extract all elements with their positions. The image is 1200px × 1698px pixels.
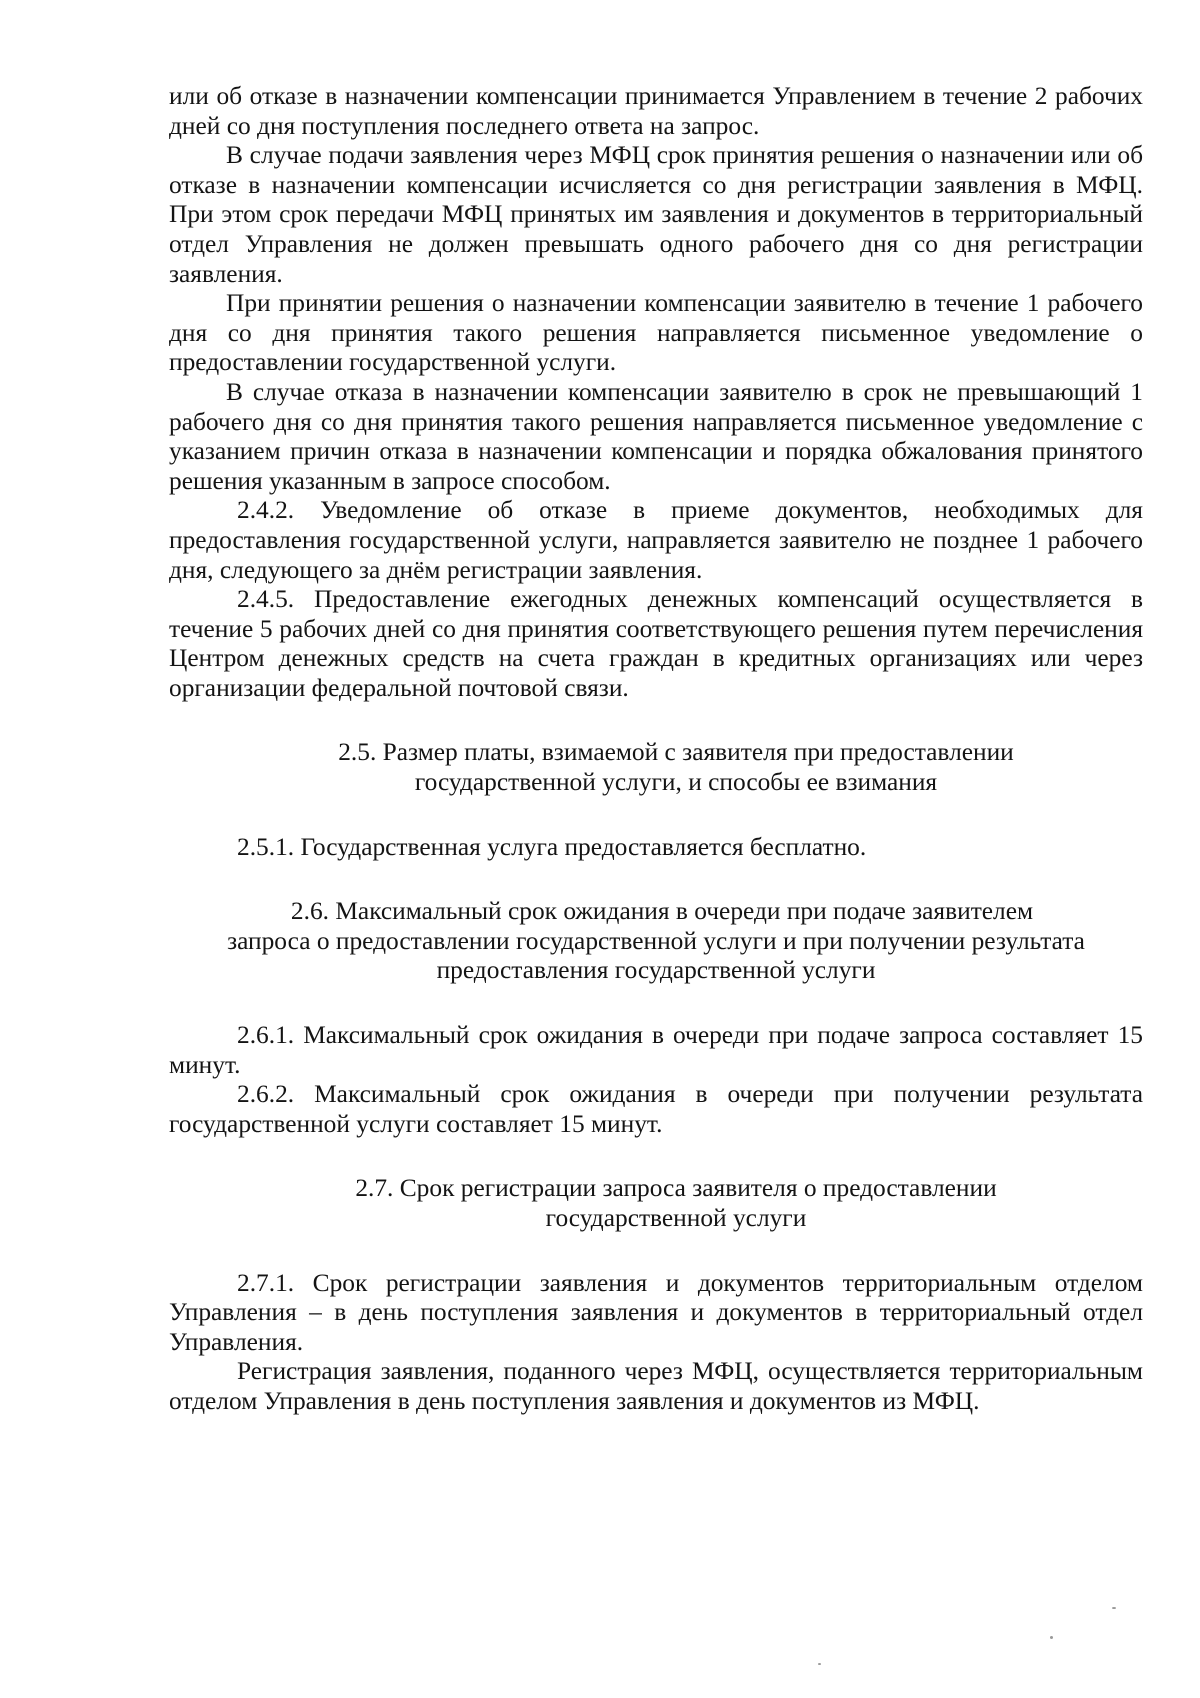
heading-line: предоставления государственной услуги [436, 956, 876, 985]
paragraph-2-4-2: 2.4.2. Уведомление об отказе в приеме документов, необходимых для предоставления государственной услуги, направляется заявителю не позднее 1 рабочего дня, следующего за днём регистрации заявления. [169, 496, 1143, 584]
document-body [169, 82, 1143, 1417]
heading-line: государственной услуги, и способы ее взимания [414, 768, 938, 797]
paragraph-positive-decision-notice: При принятии решения о назначении компенсации заявителю в течение 1 рабочего дня со дня принятия такого решения направляется письменное уведомление о предоставлении государственной услуги. [169, 289, 1143, 377]
heading-line: запроса о предоставлении государственной услуги и при получении результата [227, 926, 1085, 955]
paragraph-mfc-registration: Регистрация заявления, поданного через МФЦ, осуществляется территориальным отделом Управления в день поступления заявления и документов из МФЦ. [169, 1357, 1143, 1415]
scan-speck [818, 1663, 821, 1665]
heading-line: государственной услуги [545, 1204, 807, 1232]
paragraph-2-6-1: 2.6.1. Максимальный срок ожидания в очереди при подаче запроса составляет 15 минут. [169, 1021, 1143, 1079]
section-heading-2-7 [169, 1174, 1143, 1233]
paragraph-2-4-5: 2.4.5. Предоставление ежегодных денежных компенсаций осуществляется в течение 5 рабочих дней со дня принятия соответствующего решения путем перечисления Центром денежных средств на счета граждан в кредитных организациях или через организации федеральной почтовой связи. [169, 585, 1143, 702]
section-heading-2-6 [169, 897, 1143, 986]
paragraph-decision-deadline: или об отказе в назначении компенсации принимается Управлением в течение 2 рабочих дней со дня поступления последнего ответа на запрос. [169, 82, 1143, 140]
paragraph-2-7-1: 2.7.1. Срок регистрации заявления и документов территориальным отделом Управления – в день поступления заявления и документов в территориальный отдел Управления. [169, 1268, 1143, 1356]
heading-line: 2.7. Срок регистрации запроса заявителя о предоставлении [355, 1174, 997, 1203]
paragraph-refusal-notice: В случае отказа в назначении компенсации заявителю в срок не превышающий 1 рабочего дня со дня принятия такого решения направляется письменное уведомление с указанием причин отказа в назначении компенсации и порядка обжалования принятого решения указанным в запросе способом. [169, 377, 1143, 495]
heading-line: 2.6. Максимальный срок ожидания в очереди при подаче заявителем [290, 897, 1034, 926]
scan-speck [1112, 1607, 1116, 1609]
paragraph-mfc-application: В случае подачи заявления через МФЦ срок принятия решения о назначении или об отказе в назначении компенсации исчисляется со дня регистрации заявления в МФЦ. При этом срок передачи МФЦ принятых им заявления и документов в территориальный отдел Управления не должен превышать одного рабочего дня со дня регистрации заявления. [169, 141, 1143, 288]
scan-speck [1050, 1636, 1053, 1639]
section-heading-2-5 [169, 738, 1143, 797]
paragraph-2-5-1: 2.5.1. Государственная услуга предоставляется бесплатно. [237, 832, 867, 861]
paragraph-2-6-2: 2.6.2. Максимальный срок ожидания в очереди при получении результата государственной услуги составляет 15 минут. [169, 1080, 1143, 1138]
heading-line: 2.5. Размер платы, взимаемой с заявителя при предоставлении [338, 738, 1014, 767]
